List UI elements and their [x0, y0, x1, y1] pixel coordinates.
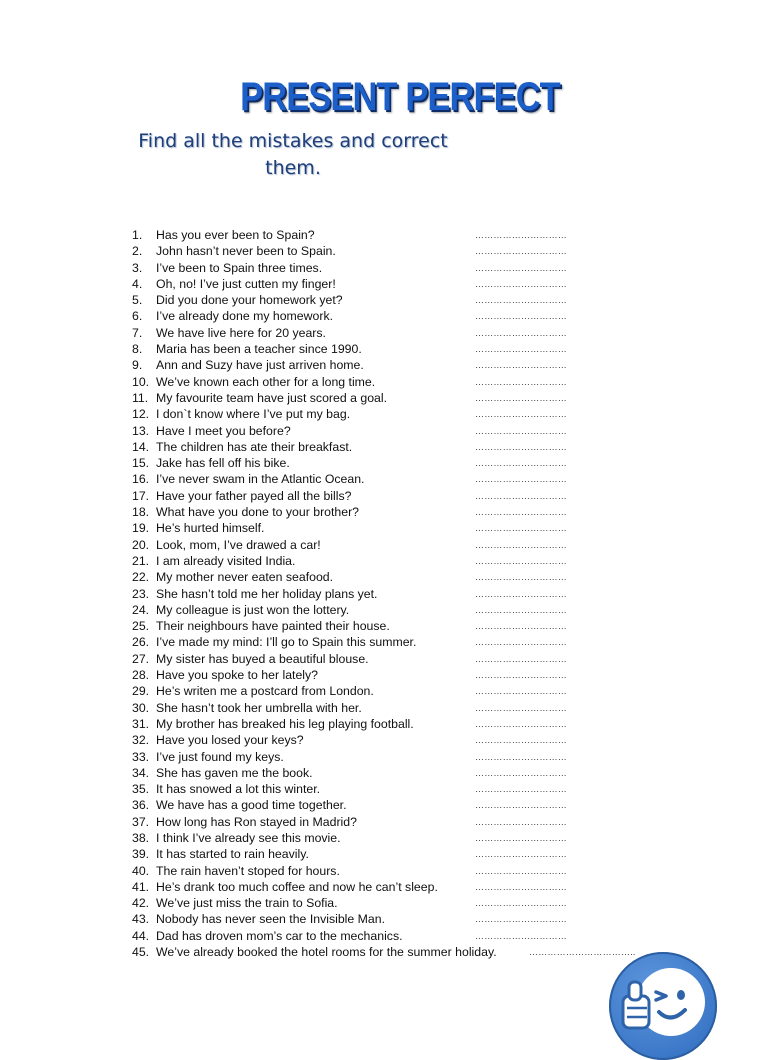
- exercise-sentence: Have you losed your keys?: [156, 733, 304, 748]
- exercise-number: 29.: [132, 684, 150, 699]
- exercise-sentence: I’ve already done my homework.: [156, 309, 334, 324]
- exercise-sentence: Has you ever been to Spain?: [156, 228, 315, 242]
- exercise-sentence: We have live here for 20 years.: [156, 325, 326, 340]
- answer-blank: …………………………: [475, 523, 567, 534]
- exercise-sentence: My mother never eaten seafood.: [156, 570, 334, 585]
- answer-blank: …………………………: [475, 311, 567, 322]
- answer-blank: …………………………: [475, 751, 567, 762]
- exercise-sentence: She hasn’t took her umbrella with her.: [156, 700, 362, 715]
- exercise-number: 44.: [132, 928, 150, 943]
- exercise-number: 25.: [132, 619, 150, 634]
- answer-blank: …………………………: [475, 800, 567, 811]
- exercise-number: 11.: [132, 390, 149, 405]
- answer-blank: …………………………: [475, 572, 567, 583]
- exercise-number: 16.: [132, 472, 150, 487]
- exercise-number: 9.: [132, 358, 143, 373]
- exercise-number: 40.: [132, 863, 150, 878]
- answer-blank: …………………………: [475, 621, 567, 632]
- answer-blank: …………………………: [475, 230, 567, 240]
- exercise-number: 7.: [132, 325, 143, 340]
- answer-blank: …………………………: [475, 425, 567, 436]
- exercise-number: 23.: [132, 586, 150, 601]
- exercise-number: 35.: [132, 782, 150, 797]
- exercise-sentence: I’ve made my mind: I’ll go to Spain this summer.: [156, 635, 417, 650]
- exercise-sentence: My colleague is just won the lottery.: [156, 602, 350, 617]
- exercise-number: 32.: [132, 733, 150, 748]
- exercise-number: 43.: [132, 912, 150, 927]
- exercise-sentence: I think I’ve already see this movie.: [156, 830, 341, 845]
- exercise-sentence: I’ve been to Spain three times.: [156, 260, 323, 275]
- exercise-number: 34.: [132, 765, 150, 780]
- answer-blank: …………………………: [475, 344, 567, 355]
- exercise-number: 26.: [132, 635, 150, 650]
- exercise-number: 6.: [132, 309, 143, 324]
- exercise-sentence: I am already visited India.: [156, 553, 296, 568]
- exercise-number: 20.: [132, 537, 150, 552]
- answer-blank: ……………………………..: [529, 947, 636, 958]
- exercise-sentence: It has started to rain heavily.: [156, 847, 309, 862]
- answer-blank: …………………………: [475, 914, 567, 925]
- answer-blank: …………………………: [475, 784, 567, 795]
- worksheet-instructions: Find all the mistakes and correct them.: [138, 130, 448, 179]
- answer-blank: …………………………: [475, 653, 567, 664]
- exercise-number: 42.: [132, 896, 150, 911]
- exercise-number: 39.: [132, 847, 150, 862]
- exercise-sentence: We’ve known each other for a long time.: [156, 374, 376, 389]
- exercise-number: 27.: [132, 651, 150, 666]
- exercise-sentence: She hasn’t told me her holiday plans yet.: [156, 586, 378, 601]
- exercise-sentence: Ann and Suzy have just arriven home.: [156, 358, 364, 373]
- answer-blank: …………………………: [475, 604, 567, 615]
- exercise-sentence: John hasn’t never been to Spain.: [156, 244, 336, 259]
- answer-blank: …………………………: [475, 670, 567, 681]
- exercise-sentence: Maria has been a teacher since 1990.: [156, 342, 362, 357]
- exercise-sentence: He’s drank too much coffee and now he can’t sleep.: [156, 879, 438, 894]
- answer-blank: …………………………: [475, 588, 567, 599]
- exercise-number: 41.: [132, 879, 150, 894]
- exercise-number: 15.: [132, 456, 150, 471]
- answer-blank: …………………………: [475, 474, 567, 485]
- exercise-sentence: Jake has fell off his bike.: [156, 456, 290, 471]
- answer-blank: …………………………: [475, 262, 567, 273]
- answer-blank: …………………………: [475, 376, 567, 387]
- exercise-number: 30.: [132, 700, 150, 715]
- exercise-sentence: We’ve just miss the train to Sofia.: [156, 896, 338, 911]
- exercise-number: 12.: [132, 407, 150, 422]
- exercise-number: 21.: [132, 553, 150, 568]
- exercise-number: 1.: [132, 228, 143, 242]
- answer-blank: …………………………: [475, 816, 567, 827]
- answer-blank: …………………………: [475, 360, 567, 371]
- exercise-sentence: He’s hurted himself.: [156, 521, 265, 536]
- exercise-number: 24.: [132, 602, 150, 617]
- answer-blank: …………………………: [475, 392, 567, 403]
- exercise-sentence: We’ve already booked the hotel rooms for the summer holiday.: [156, 945, 497, 960]
- exercise-number: 3.: [132, 260, 143, 275]
- answer-blank: …………………………: [475, 490, 567, 501]
- answer-blank: …………………………: [475, 507, 567, 518]
- answer-blank: …………………………: [475, 930, 567, 941]
- exercise-number: 17.: [132, 488, 150, 503]
- exercise-sentence: I’ve just found my keys.: [156, 749, 284, 764]
- answer-blank: …………………………: [475, 278, 567, 289]
- answer-blank: …………………………: [475, 539, 567, 550]
- answer-blank: …………………………: [475, 865, 567, 876]
- answer-blank: …………………………: [475, 735, 567, 746]
- answer-blank: …………………………: [475, 246, 567, 257]
- exercise-sentence: I don`t know where I’ve put my bag.: [156, 407, 351, 422]
- exercise-sentence: I’ve never swam in the Atlantic Ocean.: [156, 472, 365, 487]
- exercise-sentence: Oh, no! I’ve just cutten my finger!: [156, 276, 336, 291]
- exercise-sentence: My favourite team have just scored a goal.: [156, 390, 388, 405]
- exercise-number: 19.: [132, 521, 150, 536]
- exercise-sentence: The rain haven’t stoped for hours.: [156, 863, 340, 878]
- answer-blank: …………………………: [475, 702, 567, 713]
- exercise-sentence: We have has a good time together.: [156, 798, 347, 813]
- exercise-number: 45.: [132, 945, 150, 960]
- exercise-number: 36.: [132, 798, 150, 813]
- exercise-sentence: Have I meet you before?: [156, 423, 291, 438]
- exercise-sentence: He’s writen me a postcard from London.: [156, 684, 374, 699]
- exercise-sentence: The children has ate their breakfast.: [156, 439, 353, 454]
- exercise-sentence: What have you done to your brother?: [156, 505, 360, 520]
- exercise-number: 14.: [132, 439, 150, 454]
- exercise-sentence: Their neighbours have painted their house.: [156, 619, 390, 634]
- exercise-sentence: Did you done your homework yet?: [156, 293, 343, 308]
- answer-blank: …………………………: [475, 409, 567, 420]
- answer-blank: …………………………: [475, 295, 567, 306]
- answer-blank: …………………………: [475, 718, 567, 729]
- answer-blank: …………………………: [475, 441, 567, 452]
- exercise-number: 28.: [132, 668, 150, 683]
- exercise-number: 13.: [132, 423, 150, 438]
- exercise-number: 2.: [132, 244, 143, 259]
- answer-blank: …………………………: [475, 458, 567, 469]
- exercise-sentence: It has snowed a lot this winter.: [156, 782, 321, 797]
- exercise-sentence: Look, mom, I’ve drawed a car!: [156, 537, 321, 552]
- winking-thumbs-up-emoji-icon: [609, 952, 717, 1060]
- exercise-number: 8.: [132, 342, 143, 357]
- answer-blank: …………………………: [475, 832, 567, 843]
- exercise-sentence: My sister has buyed a beautiful blouse.: [156, 651, 369, 666]
- exercise-sentence: Dad has droven mom’s car to the mechanics.: [156, 928, 403, 943]
- answer-blank: …………………………: [475, 327, 567, 338]
- exercise-sentence: Have your father payed all the bills?: [156, 488, 352, 503]
- exercise-sentence: Have you spoke to her lately?: [156, 668, 319, 683]
- answer-blank: …………………………: [475, 637, 567, 648]
- worksheet-title: PRESENT PERFECT: [240, 75, 560, 119]
- exercise-number: 4.: [132, 276, 143, 291]
- exercise-number: 10.: [132, 374, 150, 389]
- exercise-sentence: How long has Ron stayed in Madrid?: [156, 814, 357, 829]
- exercise-number: 5.: [132, 293, 143, 308]
- answer-blank: …………………………: [475, 555, 567, 566]
- exercise-number: 38.: [132, 830, 150, 845]
- exercise-sentence: My brother has breaked his leg playing football.: [156, 716, 414, 731]
- exercise-number: 37.: [132, 814, 150, 829]
- exercise-number: 33.: [132, 749, 150, 764]
- answer-blank: …………………………: [475, 686, 567, 697]
- answer-blank: …………………………: [475, 767, 567, 778]
- exercise-number: 18.: [132, 505, 150, 520]
- exercise-sentence: She has gaven me the book.: [156, 765, 313, 780]
- exercise-number: 31.: [132, 716, 150, 731]
- exercise-number: 22.: [132, 570, 150, 585]
- answer-blank: …………………………: [475, 849, 567, 860]
- exercise-sentence: Nobody has never seen the Invisible Man.: [156, 912, 385, 927]
- answer-blank: …………………………: [475, 881, 567, 892]
- answer-blank: …………………………: [475, 898, 567, 909]
